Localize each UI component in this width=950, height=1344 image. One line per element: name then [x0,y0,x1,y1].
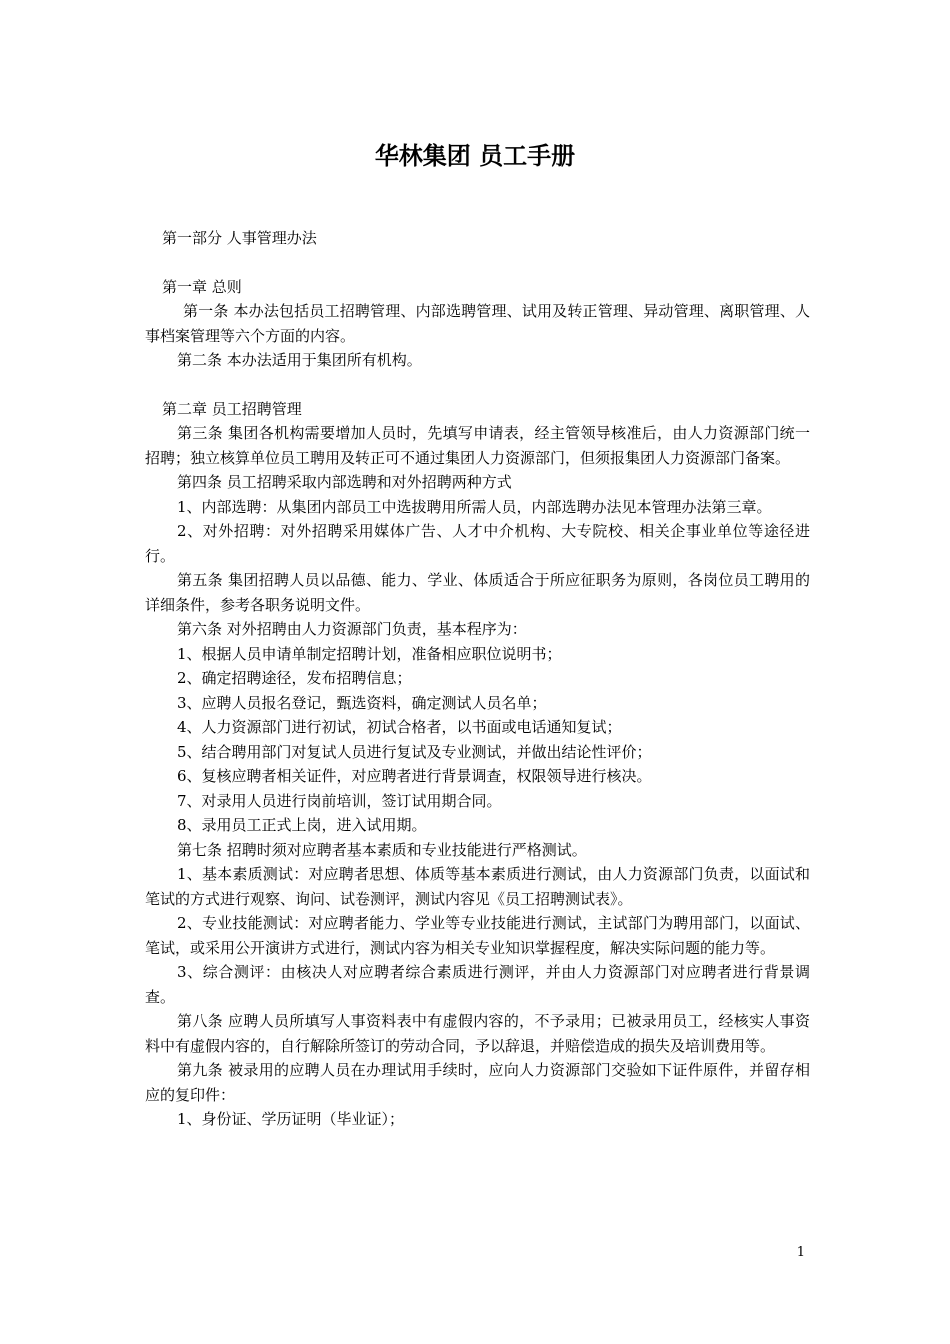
article-paragraph: 第四条 员工招聘采取内部选聘和对外招聘两种方式 [177,473,512,491]
list-item: 2、对外招聘：对外招聘采用媒体广告、人才中介机构、大专院校、相关企事业单位等途径进行。 [145,522,810,565]
list-item: 1、根据人员申请单制定招聘计划，准备相应职位说明书； [177,644,562,663]
list-item: 5、结合聘用部门对复试人员进行复试及专业测试，并做出结论性评价； [177,742,652,761]
article-paragraph: 第八条 应聘人员所填写人事资料表中有虚假内容的，不予录用；已被录用员工，经核实人事资料中有虚假内容的，自行解除所签订的劳动合同，予以辞退，并赔偿造成的损失及培训费用等。 [145,1012,810,1055]
chapter-heading: 第一章 总则 [162,277,242,296]
list-item: 2、专业技能测试：对应聘者能力、学业等专业技能进行测试，主试部门为聘用部门，以面试、笔试，或采用公开演讲方式进行，测试内容为相关专业知识掌握程度，解决实际问题的能力等。 [145,914,810,957]
list-item: 1、内部选聘：从集团内部员工中选拔聘用所需人员，内部选聘办法见本管理办法第三章。 [177,497,772,516]
list-item: 3、综合测评：由核决人对应聘者综合素质进行测评，并由人力资源部门对应聘者进行背景调查。 [145,963,810,1006]
page-number: 1 [796,1245,805,1260]
document-title: 华林集团 员工手册 [374,142,576,170]
list-item: 1、身份证、学历证明（毕业证）； [177,1110,405,1128]
part-heading: 第一部分 人事管理办法 [162,229,317,247]
article-paragraph: 第六条 对外招聘由人力资源部门负责，基本程序为： [177,620,527,638]
document-body [145,226,810,1132]
list-item: 8、录用员工正式上岗，进入试用期。 [177,816,427,834]
article-paragraph: 第三条 集团各机构需要增加人员时，先填写申请表，经主管领导核准后，由人力资源部门统一招聘；独立核算单位员工聘用及转正可不通过集团人力资源部门，但须报集团人力资源部门备案。 [145,424,810,467]
list-item: 1、基本素质测试：对应聘者思想、体质等基本素质进行测试，由人力资源部门负责，以面试和笔试的方式进行观察、询问、试卷测评，测试内容见《员工招聘测试表》。 [145,865,810,908]
article-paragraph: 第二条 本办法适用于集团所有机构。 [177,351,422,369]
article-paragraph: 第九条 被录用的应聘人员在办理试用手续时，应向人力资源部门交验如下证件原件，并留存相应的复印件： [145,1061,810,1104]
chapter-heading: 第二章 员工招聘管理 [162,399,302,418]
list-item: 7、对录用人员进行岗前培训，签订试用期合同。 [177,791,502,810]
article-paragraph: 第五条 集团招聘人员以品德、能力、学业、体质适合于所应征职务为原则，各岗位员工聘用的详细条件，参考各职务说明文件。 [145,571,810,614]
list-item: 3、应聘人员报名登记，甄选资料，确定测试人员名单； [177,693,547,712]
article-paragraph: 第一条 本办法包括员工招聘管理、内部选聘管理、试用及转正管理、异动管理、离职管理、人事档案管理等六个方面的内容。 [145,302,810,345]
article-paragraph: 第七条 招聘时须对应聘者基本素质和专业技能进行严格测试。 [177,840,587,859]
list-item: 4、人力资源部门进行初试，初试合格者，以书面或电话通知复试； [177,718,622,736]
list-item: 2、确定招聘途径，发布招聘信息； [177,669,412,687]
list-item: 6、复核应聘者相关证件，对应聘者进行背景调查，权限领导进行核决。 [177,767,652,785]
